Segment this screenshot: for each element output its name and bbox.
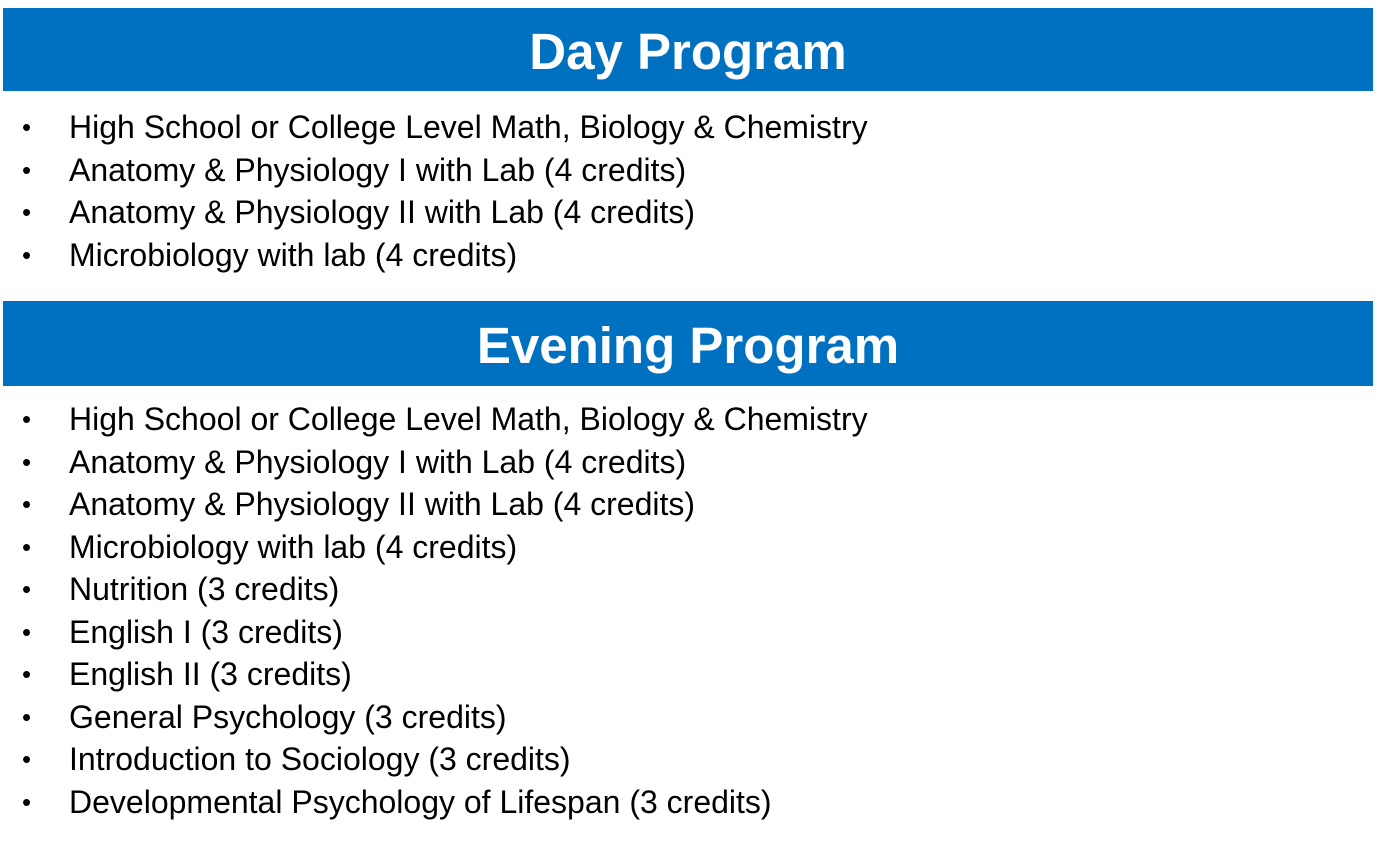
bullet-icon: • xyxy=(22,404,32,434)
list-item-text: Anatomy & Physiology II with Lab (4 credits) xyxy=(69,486,696,522)
bullet-icon: • xyxy=(22,531,32,562)
list-item-text: English II (3 credits) xyxy=(69,656,352,692)
list-item-text: English I (3 credits) xyxy=(69,613,343,650)
bullet-icon: • xyxy=(22,659,32,689)
bullet-icon: • xyxy=(22,701,32,732)
list-item-text: Nutrition (3 credits) xyxy=(69,571,340,607)
list-item-text: General Psychology (3 credits) xyxy=(69,698,507,735)
list-item-text: Introduction to Sociology (3 credits) xyxy=(69,741,571,777)
bullet-icon: • xyxy=(22,744,32,774)
day-program-heading: Day Program xyxy=(3,8,1373,91)
list-item-text: Microbiology with lab (4 credits) xyxy=(69,528,518,565)
list-item-text: Anatomy & Physiology I with Lab (4 credits) xyxy=(69,151,687,188)
bullet-icon: • xyxy=(22,197,32,227)
list-item-text: Anatomy & Physiology II with Lab (4 credits) xyxy=(69,194,696,230)
bullet-icon: • xyxy=(22,112,32,142)
list-item-text: Microbiology with lab (4 credits) xyxy=(69,236,518,273)
bullet-icon: • xyxy=(22,489,32,519)
bullet-icon: • xyxy=(22,616,32,647)
bullet-icon: • xyxy=(22,446,32,477)
list-item-text: High School or College Level Math, Biology & Chemistry xyxy=(69,109,868,145)
list-item-text: Developmental Psychology of Lifespan (3 credits) xyxy=(69,783,772,820)
bullet-icon: • xyxy=(22,239,32,270)
list-item-text: Anatomy & Physiology I with Lab (4 credits) xyxy=(69,443,687,480)
bullet-icon: • xyxy=(22,154,32,185)
list-item-text: High School or College Level Math, Biology & Chemistry xyxy=(69,401,868,437)
bullet-icon: • xyxy=(22,574,32,604)
evening-program-heading: Evening Program xyxy=(3,301,1373,386)
bullet-icon: • xyxy=(22,786,32,817)
